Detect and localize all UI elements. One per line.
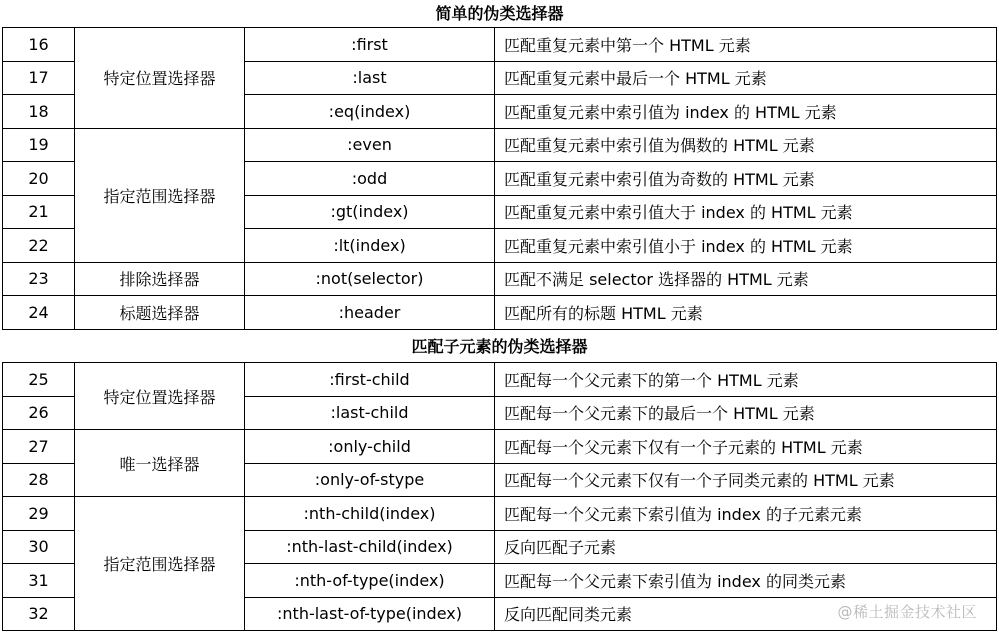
section-title-simple-pseudo: 简单的伪类选择器 [435,4,564,23]
simple-pseudo-selector-table [2,27,997,330]
description-cell: 匹配每一个父元素下的最后一个 HTML 元素 [495,396,997,430]
selector-cell: :only-child [245,430,495,464]
group-label: 排除选择器 [75,262,245,296]
description-cell: 匹配重复元素中最后一个 HTML 元素 [495,61,997,95]
row-number: 27 [3,430,75,464]
selector-cell: :nth-of-type(index) [245,564,495,598]
selector-cell: :nth-last-of-type(index) [245,597,495,631]
description-cell: 匹配重复元素中第一个 HTML 元素 [495,28,997,62]
description-cell: 匹配每一个父元素下仅有一个子同类元素的 HTML 元素 [495,463,997,497]
row-number: 20 [3,162,75,196]
selector-cell: :lt(index) [245,229,495,263]
group-label: 特定位置选择器 [75,363,245,430]
row-number: 25 [3,363,75,397]
description-cell: 匹配所有的标题 HTML 元素 [495,296,997,330]
row-number: 29 [3,497,75,531]
description-cell: 匹配重复元素中索引值为奇数的 HTML 元素 [495,162,997,196]
group-label: 标题选择器 [75,296,245,330]
selector-cell: :gt(index) [245,195,495,229]
description-cell: 匹配重复元素中索引值为偶数的 HTML 元素 [495,128,997,162]
description-cell: 匹配每一个父元素下索引值为 index 的子元素元素 [495,497,997,531]
description-cell: 匹配重复元素中索引值小于 index 的 HTML 元素 [495,229,997,263]
row-number: 16 [3,28,75,62]
watermark: @稀土掘金技术社区 [837,603,977,621]
selector-cell: :first [245,28,495,62]
child-pseudo-selector-table [2,362,997,631]
section-title-child-pseudo: 匹配子元素的伪类选择器 [411,337,588,356]
description-cell: 匹配重复元素中索引值大于 index 的 HTML 元素 [495,195,997,229]
selector-cell: :header [245,296,495,330]
group-label: 指定范围选择器 [75,128,245,262]
selector-cell: :first-child [245,363,495,397]
selector-cell: :last-child [245,396,495,430]
description-cell: 匹配重复元素中索引值为 index 的 HTML 元素 [495,95,997,129]
row-number: 19 [3,128,75,162]
row-number: 21 [3,195,75,229]
description-cell: 匹配每一个父元素下仅有一个子元素的 HTML 元素 [495,430,997,464]
row-number: 32 [3,597,75,631]
row-number: 26 [3,396,75,430]
table-row [3,363,997,397]
selector-cell: :odd [245,162,495,196]
selector-cell: :only-of-stype [245,463,495,497]
selector-cell: :nth-child(index) [245,497,495,531]
row-number: 30 [3,530,75,564]
row-number: 17 [3,61,75,95]
selector-cell: :nth-last-child(index) [245,530,495,564]
row-number: 24 [3,296,75,330]
group-label: 指定范围选择器 [75,497,245,631]
description-cell: 匹配每一个父元素下的第一个 HTML 元素 [495,363,997,397]
table-row [3,497,997,531]
row-number: 23 [3,262,75,296]
group-label: 特定位置选择器 [75,28,245,129]
selector-cell: :last [245,61,495,95]
table-row [3,128,997,162]
row-number: 28 [3,463,75,497]
description-cell: 匹配每一个父元素下索引值为 index 的同类元素 [495,564,997,598]
table-row [3,296,997,330]
selector-cell: :eq(index) [245,95,495,129]
selector-cell: :even [245,128,495,162]
row-number: 22 [3,229,75,263]
row-number: 31 [3,564,75,598]
table-row [3,28,997,62]
description-cell: 匹配不满足 selector 选择器的 HTML 元素 [495,262,997,296]
table-row [3,430,997,464]
description-cell: 反向匹配子元素 [495,530,997,564]
selector-cell: :not(selector) [245,262,495,296]
description-cell: 反向匹配同类元素 [495,597,997,631]
row-number: 18 [3,95,75,129]
table-row [3,262,997,296]
group-label: 唯一选择器 [75,430,245,497]
